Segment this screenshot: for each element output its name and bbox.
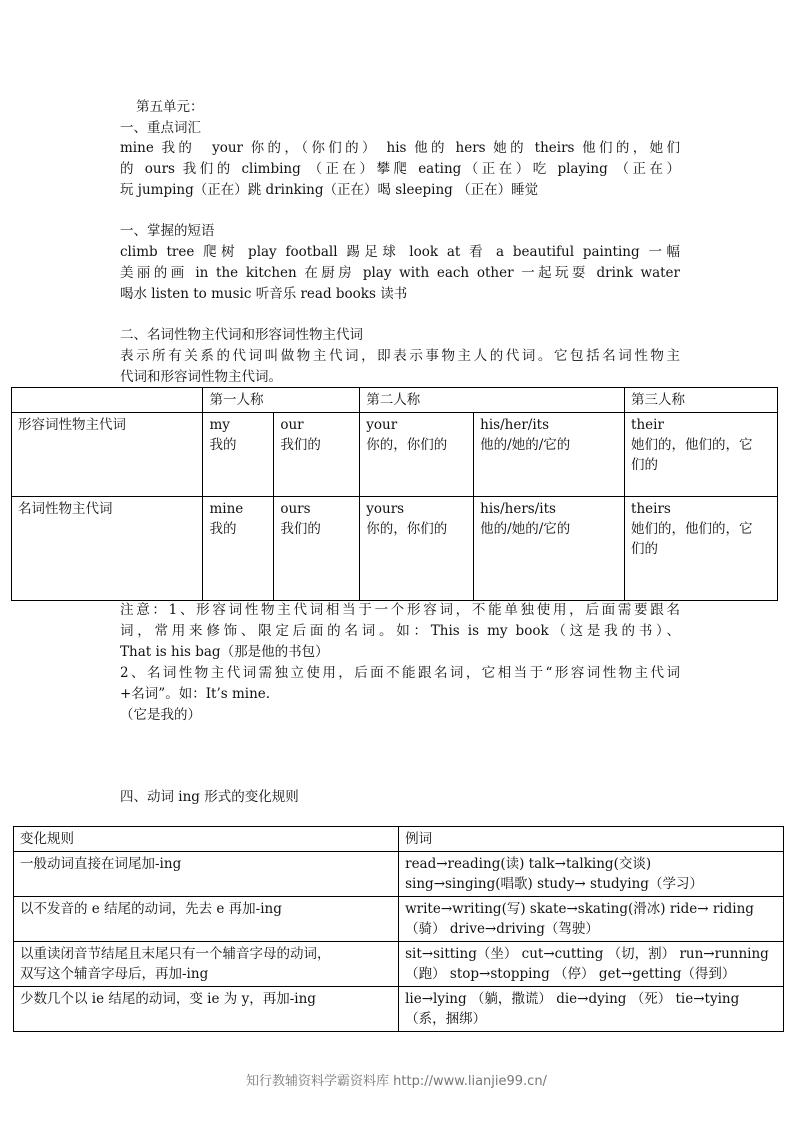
cell: your 你的，你们的 bbox=[360, 413, 474, 497]
table-row bbox=[14, 942, 784, 987]
example-cell: read→reading(读) talk→talking(交谈) sing→singing(唱歌) study→ studying（学习） bbox=[399, 852, 784, 897]
pronoun-table bbox=[11, 387, 778, 601]
rule-cell: 少数几个以 ie 结尾的动词，变 ie 为 y，再加-ing bbox=[14, 987, 399, 1032]
cell: his/her/its 他的/她的/它的 bbox=[474, 413, 625, 497]
cell: their 她们的，他们的，它 们的 bbox=[625, 413, 778, 497]
ing-heading: 四、动词 ing 形式的变化规则 bbox=[120, 789, 299, 805]
table-header-blank bbox=[12, 388, 203, 413]
note-line: 2、名词性物主代词需独立使用，后面不能跟名词，它相当于“形容词性物主代词 bbox=[120, 665, 680, 681]
table-row bbox=[12, 413, 778, 497]
header-examples: 例词 bbox=[399, 827, 784, 852]
phrase-line: 美丽的画 in the kitchen 在厨房 play with each other 一起玩耍 drink water bbox=[120, 265, 680, 281]
footer-watermark: 知行教辅资料学霸资料库 http://www.lianjie99.cn/ bbox=[246, 1074, 547, 1089]
rule-cell: 以不发音的 e 结尾的动词，先去 e 再加-ing bbox=[14, 897, 399, 942]
example-cell: write→writing(写) skate→skating(滑冰) ride→ riding （骑） drive→driving（驾驶） bbox=[399, 897, 784, 942]
table-row bbox=[14, 852, 784, 897]
rule-cell: 以重读闭音节结尾且末尾只有一个辅音字母的动词， 双写这个辅音字母后，再加-ing bbox=[14, 942, 399, 987]
header-rule: 变化规则 bbox=[14, 827, 399, 852]
unit-title: 第五单元： bbox=[136, 99, 204, 115]
cell: ours 我们的 bbox=[274, 497, 360, 601]
row-label: 名词性物主代词 bbox=[12, 497, 203, 601]
cell: our 我们的 bbox=[274, 413, 360, 497]
cell: theirs 她们的，他们的，它 们的 bbox=[625, 497, 778, 601]
note-line: （它是我的） bbox=[120, 707, 201, 723]
cell: his/hers/its 他的/她的/它的 bbox=[474, 497, 625, 601]
ing-rules-table bbox=[13, 826, 784, 1032]
note-line: That is his bag（那是他的书包） bbox=[120, 644, 329, 660]
vocab-line: 玩 jumping（正在）跳 drinking（正在）喝 sleeping （正在）睡觉 bbox=[120, 182, 539, 198]
note-line: +名词”。如：It’s mine. bbox=[120, 686, 271, 702]
vocab-line: mine 我的 your 你的，（你们的） his 他的 hers 她的 theirs 他们的，她们 bbox=[120, 140, 680, 156]
rule-cell: 一般动词直接在词尾加-ing bbox=[14, 852, 399, 897]
header-third-person: 第三人称 bbox=[625, 388, 778, 413]
cell: yours 你的，你们的 bbox=[360, 497, 474, 601]
table-row bbox=[14, 987, 784, 1032]
pronoun-heading: 二、名词性物主代词和形容词性物主代词 bbox=[120, 327, 363, 343]
cell: mine 我的 bbox=[203, 497, 274, 601]
note-line: 词，常用来修饰、限定后面的名词。如：This is my book（这是我的书）、 bbox=[120, 623, 680, 639]
example-cell: sit→sitting（坐） cut→cutting （切，割） run→running （跑） stop→stopping （停） get→getting（得到） bbox=[399, 942, 784, 987]
note-line: 注意：1、形容词性物主代词相当于一个形容词，不能单独使用，后面需要跟名 bbox=[120, 602, 680, 618]
header-first-person: 第一人称 bbox=[203, 388, 360, 413]
pronoun-intro-line: 代词和形容词性物主代词。 bbox=[120, 369, 282, 385]
cell: my 我的 bbox=[203, 413, 274, 497]
phrase-line: 喝水 listen to music 听音乐 read books 读书 bbox=[120, 286, 408, 302]
example-cell: lie→lying （躺，撒谎） die→dying （死） tie→tying （系，捆绑） bbox=[399, 987, 784, 1032]
row-label: 形容词性物主代词 bbox=[12, 413, 203, 497]
phrase-line: climb tree 爬树 play football 踢足球 look at 看 a beautiful painting 一幅 bbox=[120, 244, 680, 260]
vocab-line: 的 ours 我们的 climbing （正在）攀爬 eating（正在）吃 playing （正在） bbox=[120, 161, 680, 177]
table-row bbox=[14, 897, 784, 942]
pronoun-intro-line: 表示所有关系的代词叫做物主代词，即表示事物主人的代词。它包括名词性物主 bbox=[120, 348, 680, 364]
phrases-heading: 一、掌握的短语 bbox=[120, 223, 215, 239]
vocab-heading: 一、重点词汇 bbox=[120, 120, 201, 136]
table-row bbox=[12, 497, 778, 601]
header-second-person: 第二人称 bbox=[360, 388, 625, 413]
